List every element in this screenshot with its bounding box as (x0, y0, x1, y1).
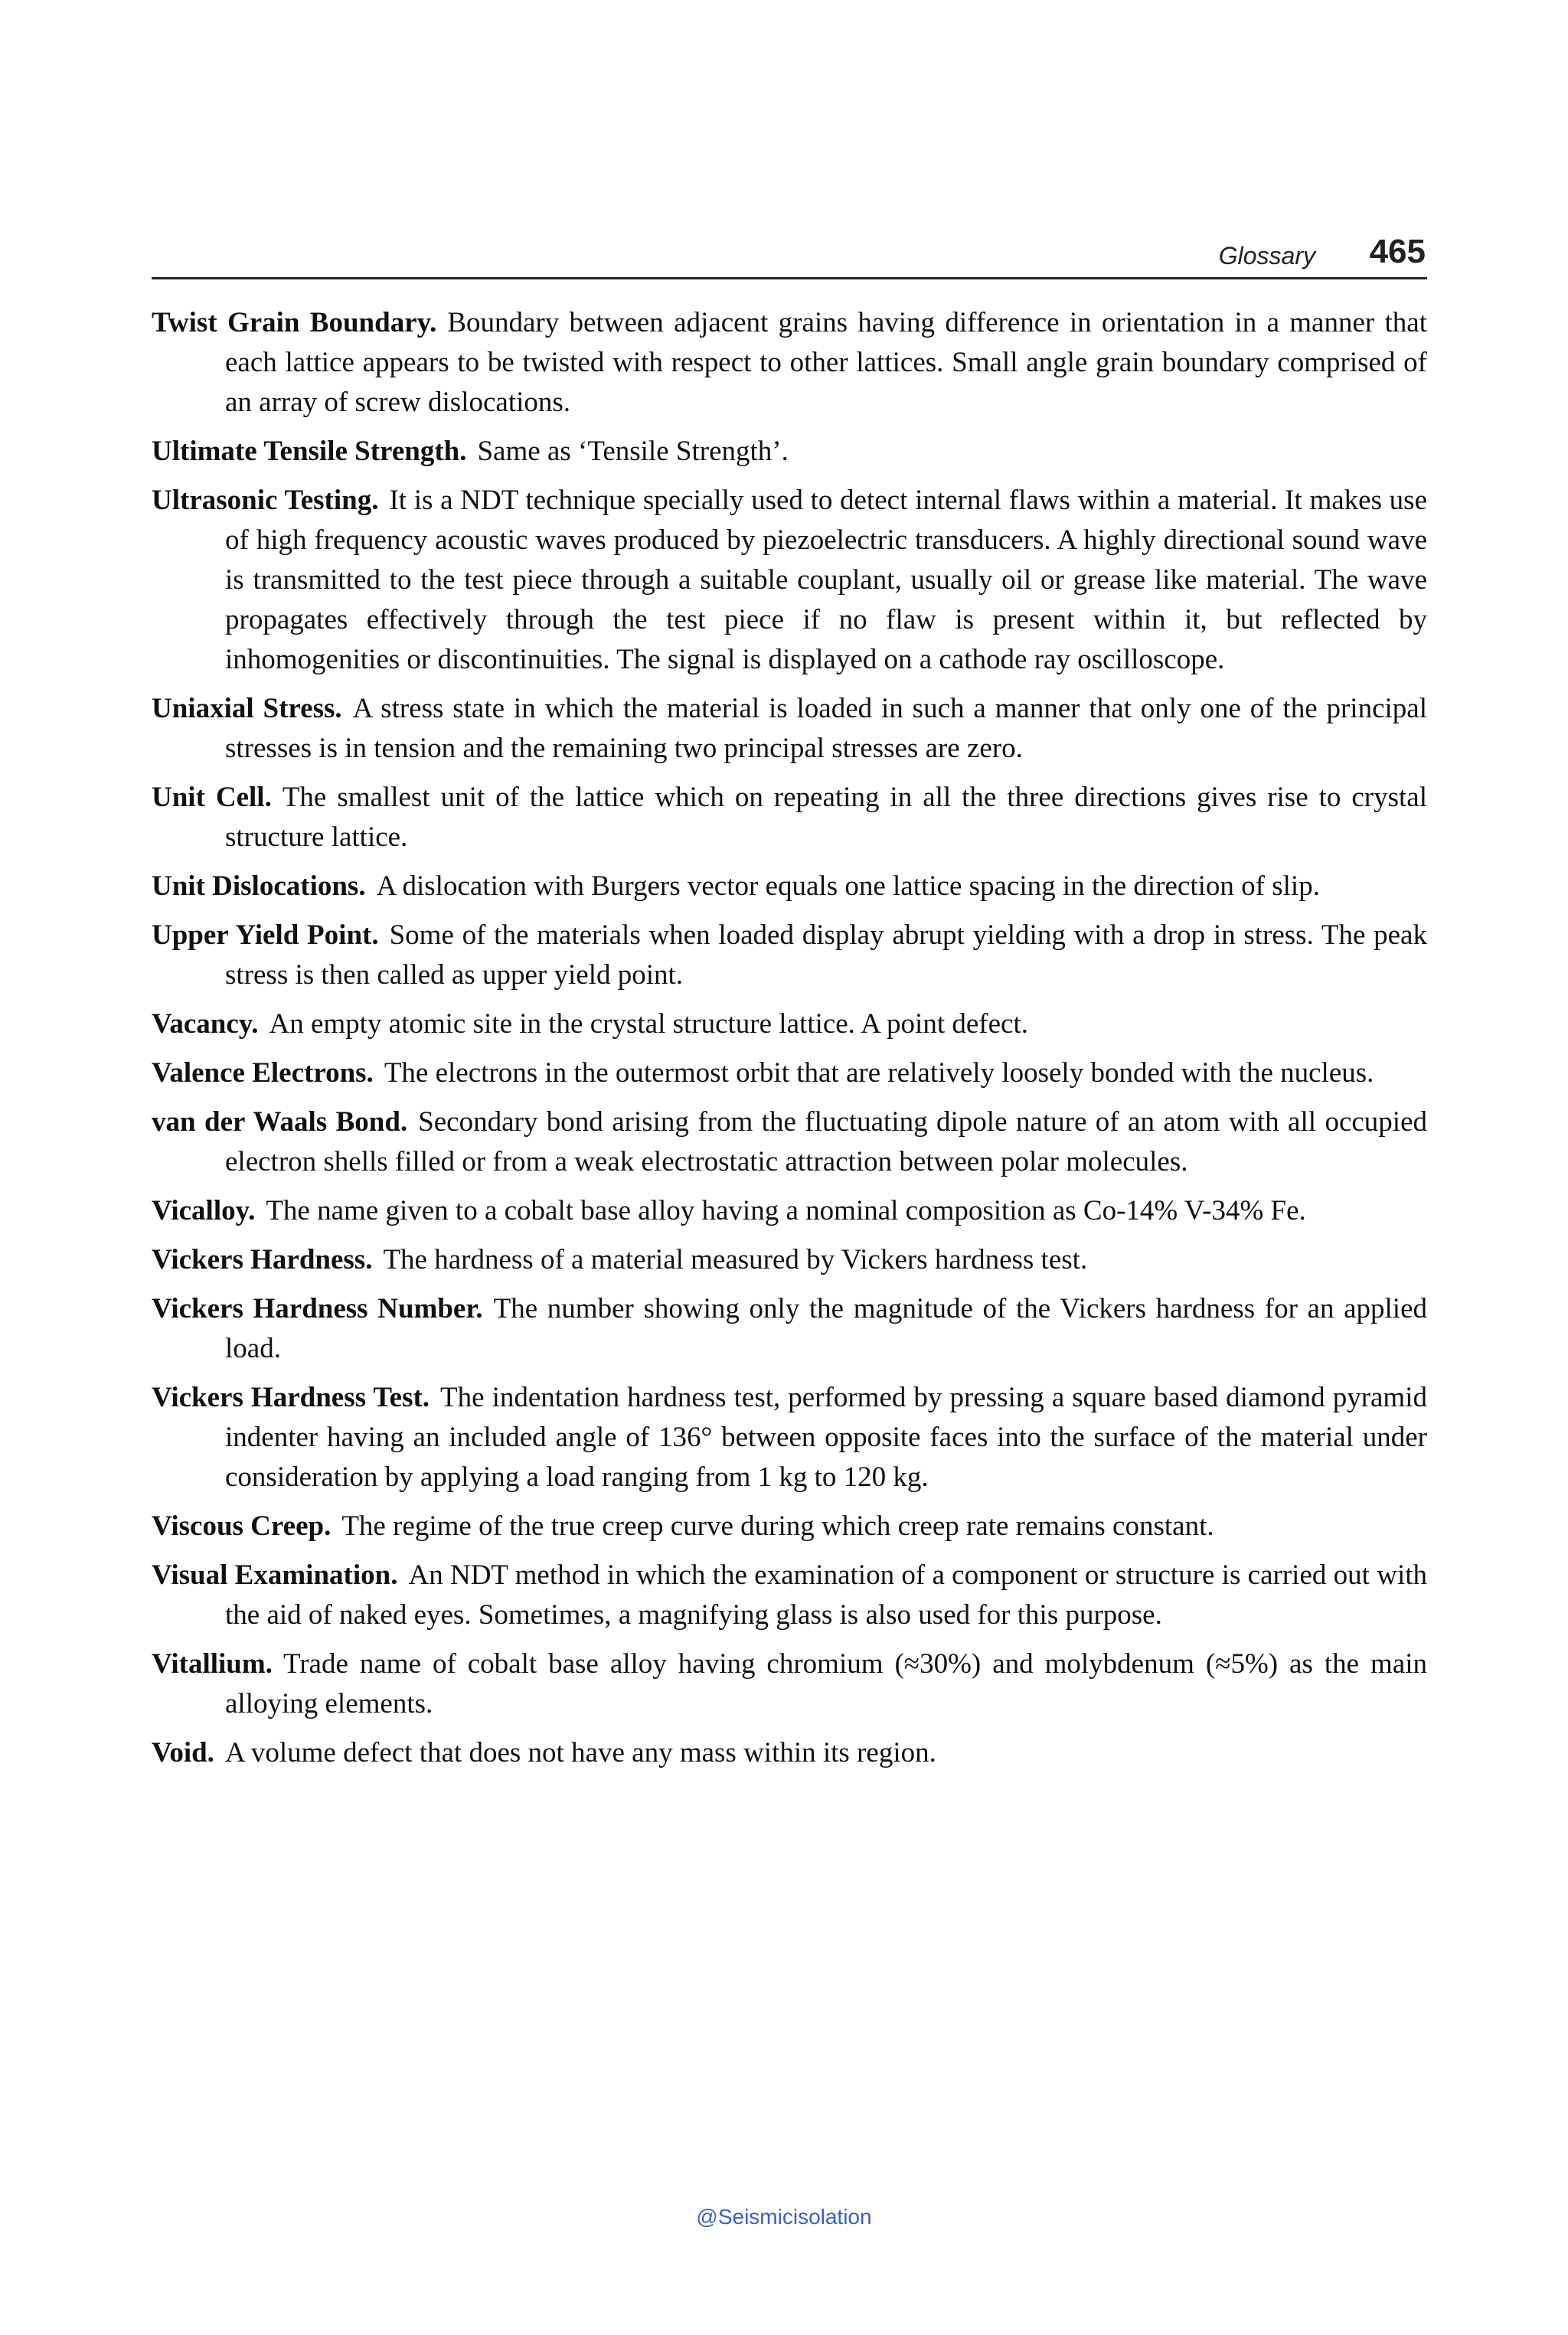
glossary-definition: The name given to a cobalt base alloy having a nominal composition as Co-14% V-34% Fe. (266, 1195, 1306, 1226)
page-number: 465 (1369, 233, 1426, 270)
glossary-definition: An NDT method in which the examination of a component or structure is carried out with the aid of naked eyes. Sometimes, a magnifying glass is also used for this purpose. (225, 1559, 1427, 1631)
glossary-term: Uniaxial Stress. (152, 693, 342, 724)
glossary-entry (152, 1644, 1427, 1724)
glossary-definition: A dislocation with Burgers vector equals one lattice spacing in the direction of slip. (376, 870, 1320, 902)
glossary-term: Unit Dislocations. (152, 870, 366, 902)
glossary-definition: The regime of the true creep curve during which creep rate remains constant. (341, 1510, 1214, 1542)
glossary-list (152, 303, 1427, 1782)
glossary-term: Upper Yield Point. (152, 919, 379, 951)
glossary-entry (152, 1191, 1427, 1231)
glossary-definition: Boundary between adjacent grains having difference in orientation in a manner that each lattice appears to be twisted with respect to other lattices. Small angle grain boundary comprised of an array of screw dislocations. (225, 307, 1427, 418)
glossary-entry (152, 1556, 1427, 1635)
glossary-term: van der Waals Bond. (152, 1106, 408, 1138)
glossary-term: Ultimate Tensile Strength. (152, 436, 467, 467)
glossary-definition: The electrons in the outermost orbit that are relatively loosely bonded with the nucleus. (384, 1057, 1374, 1089)
glossary-definition: The hardness of a material measured by Vickers hardness test. (383, 1244, 1088, 1275)
glossary-definition: An empty atomic site in the crystal structure lattice. A point defect. (269, 1008, 1028, 1040)
glossary-term: Visual Examination. (152, 1559, 398, 1591)
glossary-entry (152, 1507, 1427, 1546)
glossary-entry (152, 916, 1427, 995)
running-header (152, 230, 1427, 279)
glossary-entry (152, 1289, 1427, 1369)
glossary-definition: Some of the materials when loaded display abrupt yielding with a drop in stress. The peak stress is then called as upper yield point. (225, 919, 1427, 991)
glossary-definition: Trade name of cobalt base alloy having chromium (≈30%) and molybdenum (≈5%) as the main alloying elements. (225, 1648, 1427, 1719)
glossary-term: Ultrasonic Testing. (152, 485, 379, 516)
glossary-term: Vickers Hardness Test. (152, 1382, 430, 1413)
glossary-definition: Secondary bond arising from the fluctuating dipole nature of an atom with all occupied electron shells filled or from a weak electrostatic attraction between polar molecules. (225, 1106, 1427, 1177)
watermark-text: @Seismicisolation (696, 2205, 872, 2229)
glossary-entry (152, 1102, 1427, 1182)
glossary-definition: The number showing only the magnitude of the Vickers hardness for an applied load. (225, 1293, 1428, 1364)
glossary-definition: A stress state in which the material is loaded in such a manner that only one of the principal stresses is in tension and the remaining two principal stresses are zero. (225, 693, 1427, 764)
glossary-definition: It is a NDT technique specially used to detect internal flaws within a material. It makes use of high frequency acoustic waves produced by piezoelectric transducers. A highly directional sound wave is transmitted to the test piece through a suitable couplant, usually oil or grease like material. The wave propagates effectively through the test piece if no flaw is present within it, but reflected by inhomogenities or discontinuities. The signal is displayed on a cathode ray oscilloscope. (225, 485, 1427, 675)
glossary-entry (152, 1733, 1427, 1773)
glossary-entry (152, 689, 1427, 769)
glossary-entry (152, 303, 1427, 423)
glossary-term: Vitallium. (152, 1648, 273, 1680)
glossary-term: Vicalloy. (152, 1195, 256, 1226)
glossary-definition: A volume defect that does not have any mass within its region. (224, 1737, 936, 1768)
glossary-entry (152, 867, 1427, 906)
glossary-definition: The indentation hardness test, performed by pressing a square based diamond pyramid indenter having an included angle of 136° between opposite faces into the surface of the material under consideration by applying a load ranging from 1 kg to 120 kg. (225, 1382, 1427, 1493)
glossary-definition: Same as ‘Tensile Strength’. (477, 436, 789, 467)
glossary-term: Viscous Creep. (152, 1510, 332, 1542)
glossary-term: Vickers Hardness. (152, 1244, 373, 1275)
glossary-term: Vacancy. (152, 1008, 259, 1040)
glossary-entry (152, 1378, 1427, 1497)
glossary-term: Unit Cell. (152, 782, 272, 813)
glossary-term: Vickers Hardness Number. (152, 1293, 483, 1324)
glossary-term: Twist Grain Boundary. (152, 307, 437, 338)
glossary-entry (152, 432, 1427, 472)
glossary-entry (152, 778, 1427, 857)
glossary-entry (152, 1240, 1427, 1280)
glossary-entry (152, 1053, 1427, 1093)
glossary-entry (152, 1004, 1427, 1044)
glossary-term: Void. (152, 1737, 214, 1768)
section-title: Glossary (1218, 242, 1315, 269)
glossary-term: Valence Electrons. (152, 1057, 374, 1089)
glossary-definition: The smallest unit of the lattice which on repeating in all the three directions gives rise to crystal structure lattice. (225, 782, 1427, 853)
glossary-entry (152, 481, 1427, 680)
